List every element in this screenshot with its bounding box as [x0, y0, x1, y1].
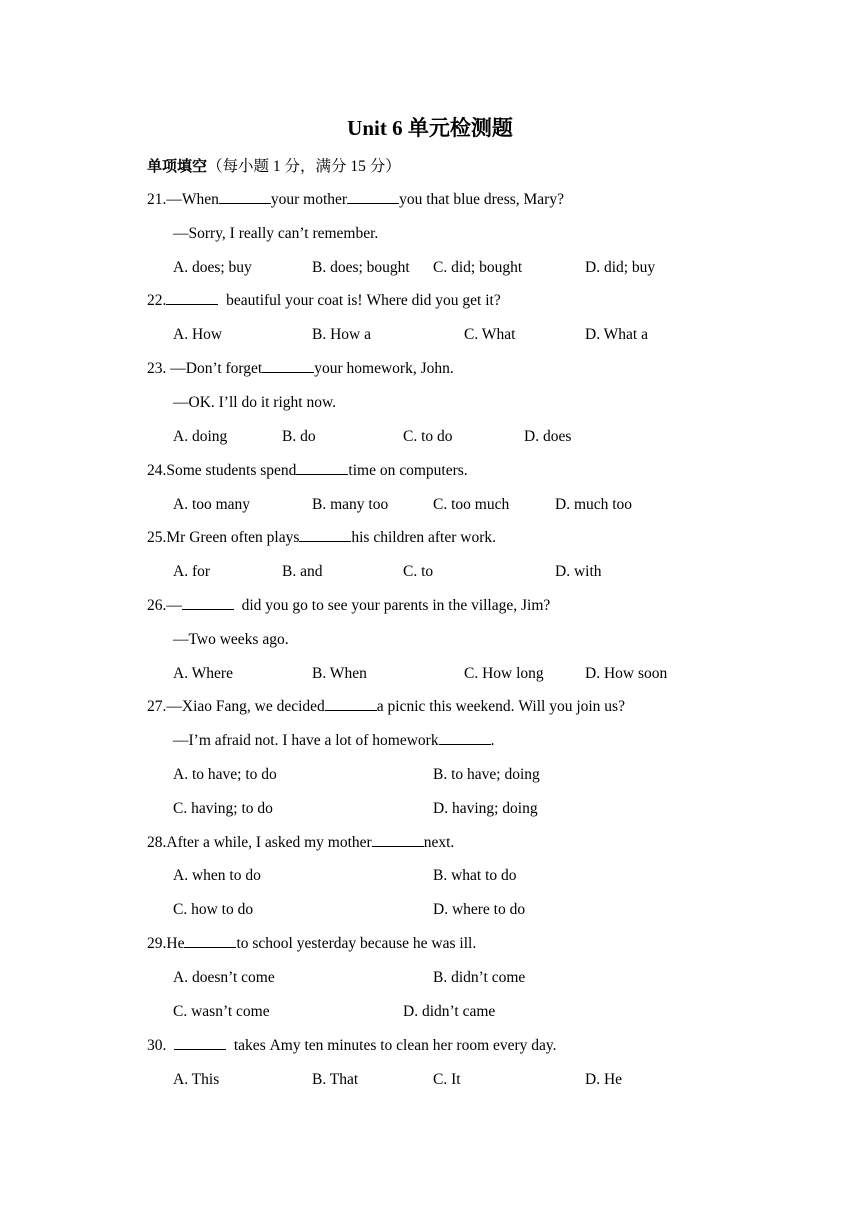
question-stem: [147, 595, 550, 617]
answer-blank: [182, 595, 234, 610]
answer-option: C. having; to do: [173, 800, 273, 817]
answer-option: D. does: [524, 428, 572, 445]
question-text: your mother: [270, 191, 348, 208]
question-text: a picnic this weekend. Will you join us?: [376, 698, 625, 715]
answer-option: D. much too: [555, 496, 633, 513]
answer-blank: [184, 933, 236, 948]
answer-option: C. how to do: [173, 901, 254, 918]
question-stem: [147, 527, 496, 549]
question-stem: [147, 189, 564, 211]
question-text: did you go to see your parents in the village, Jim?: [233, 597, 551, 614]
answer-blank: [262, 358, 314, 373]
answer-option: B. When: [312, 665, 367, 682]
question-text: —I’m afraid not. I have a lot of homework: [173, 732, 439, 749]
question-stem: [147, 290, 501, 312]
answer-option: D. He: [585, 1071, 623, 1088]
answer-option: D. where to do: [433, 901, 526, 918]
question-stem: [147, 696, 625, 718]
answer-option: A. when to do: [173, 867, 261, 884]
question-text: time on computers.: [348, 462, 468, 479]
question-stem: [147, 832, 454, 854]
question-text: his children after work.: [351, 529, 496, 546]
question-number: 22.: [147, 292, 167, 309]
answer-option: D. didn’t came: [403, 1003, 496, 1020]
question-number: 25.: [147, 529, 167, 546]
question-text: [166, 1037, 174, 1054]
answer-blank: [325, 696, 377, 711]
answer-option: D. with: [555, 563, 602, 580]
answer-blank: [174, 1035, 226, 1050]
answer-blank: [296, 460, 348, 475]
answer-option: A. does; buy: [173, 259, 252, 276]
question-text: —Two weeks ago.: [173, 631, 289, 648]
question-text: to school yesterday because he was ill.: [236, 935, 477, 952]
answer-option: D. did; buy: [585, 259, 656, 276]
question-stem: [147, 460, 468, 482]
question-text: your homework, John.: [314, 360, 454, 377]
question-text: .: [490, 732, 495, 749]
question-response: [173, 392, 336, 414]
answer-option: D. How soon: [585, 665, 668, 682]
answer-option: C. What: [464, 326, 516, 343]
question-text: —OK. I’ll do it right now.: [173, 394, 337, 411]
answer-option: A. This: [173, 1071, 220, 1088]
answer-option: C. It: [433, 1071, 461, 1088]
answer-option: C. How long: [464, 665, 544, 682]
answer-option: B. didn’t come: [433, 969, 526, 986]
section-heading-label: 单项填空: [147, 157, 208, 175]
question-stem: [147, 358, 454, 380]
answer-blank: [347, 189, 399, 204]
answer-option: B. do: [282, 428, 316, 445]
question-number: 26.: [147, 597, 167, 614]
answer-option: A. Where: [173, 665, 233, 682]
question-text: next.: [423, 834, 455, 851]
page-title: Unit 6 单元检测题: [347, 116, 513, 140]
question-response: [173, 223, 378, 245]
answer-option: A. too many: [173, 496, 251, 513]
answer-option: C. too much: [433, 496, 510, 513]
answer-option: A. for: [173, 563, 211, 580]
answer-option: A. How: [173, 326, 223, 343]
answer-option: A. doing: [173, 428, 228, 445]
answer-option: B. what to do: [433, 867, 517, 884]
question-number: 30.: [147, 1037, 167, 1054]
answer-option: C. wasn’t come: [173, 1003, 270, 1020]
question-text: After a while, I asked my mother: [166, 834, 372, 851]
question-text: takes Amy ten minutes to clean her room every day.: [226, 1037, 557, 1054]
question-text: —Don’t forget: [166, 360, 263, 377]
question-text: Mr Green often plays: [166, 529, 300, 546]
question-response: [173, 730, 494, 752]
question-response: [173, 629, 289, 651]
answer-option: B. to have; doing: [433, 766, 540, 783]
question-number: 27.: [147, 698, 167, 715]
question-text: —Xiao Fang, we decided: [166, 698, 325, 715]
answer-option: B. many too: [312, 496, 389, 513]
question-stem: [147, 933, 476, 955]
question-text: Some students spend: [166, 462, 297, 479]
answer-option: B. does; bought: [312, 259, 410, 276]
answer-option: D. What a: [585, 326, 648, 343]
answer-blank: [439, 730, 491, 745]
question-number: 23.: [147, 360, 167, 377]
answer-option: A. to have; to do: [173, 766, 277, 783]
answer-option: C. to do: [403, 428, 453, 445]
question-text: beautiful your coat is! Where did you get it?: [218, 292, 501, 309]
question-text: you that blue dress, Mary?: [399, 191, 564, 208]
answer-option: B. How a: [312, 326, 371, 343]
question-number: 21.: [147, 191, 167, 208]
answer-blank: [166, 290, 218, 305]
question-number: 28.: [147, 834, 167, 851]
answer-option: C. did; bought: [433, 259, 523, 276]
answer-option: B. That: [312, 1071, 359, 1088]
section-heading: [147, 155, 401, 178]
question-text: —Sorry, I really can’t remember.: [173, 225, 379, 242]
answer-option: A. doesn’t come: [173, 969, 275, 986]
question-number: 24.: [147, 462, 167, 479]
question-text: —: [166, 597, 182, 614]
answer-blank: [299, 527, 351, 542]
question-number: 29.: [147, 935, 167, 952]
section-note: （每小题 1 分，满分 15 分）: [207, 158, 401, 175]
answer-blank: [372, 832, 424, 847]
question-stem: [147, 1035, 557, 1057]
answer-option: C. to: [403, 563, 434, 580]
question-text: —When: [166, 191, 219, 208]
answer-option: B. and: [282, 563, 323, 580]
answer-blank: [219, 189, 271, 204]
answer-option: D. having; doing: [433, 800, 538, 817]
question-text: He: [166, 935, 185, 952]
